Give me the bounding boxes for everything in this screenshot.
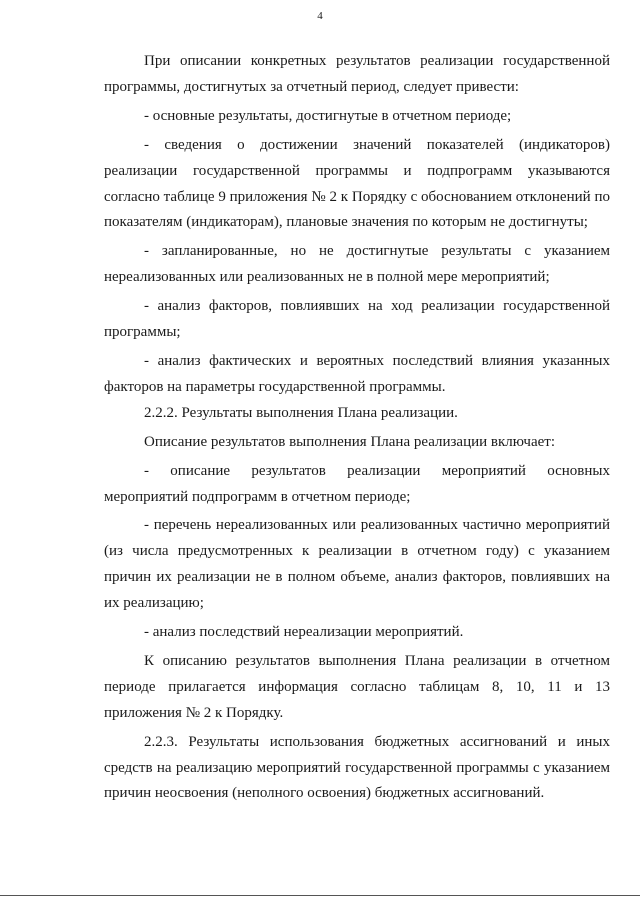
document-body (104, 49, 610, 807)
list-item-activities-results: - описание результатов реализации мероприятий основных мероприятий подпрограмм в отчетном периоде; (104, 462, 610, 505)
list-item-planned-not-achieved: - запланированные, но не достигнутые результаты с указанием нереализованных или реализованных не в полной мере мероприятий; (104, 243, 610, 286)
list-item-indicators: - сведения о достижении значений показателей (индикаторов) реализации государственной программы и подпрограмм указываются согласно таблице 9 приложения № 2 к Порядку с обоснованием отклонений по показателям (индикаторам), плановые значения по которым не достигнуты; (104, 136, 610, 231)
paragraph-plan-description: Описание результатов выполнения Плана реализации включает: (144, 433, 555, 450)
section-heading-2-2-2: 2.2.2. Результаты выполнения Плана реализации. (144, 404, 458, 421)
paragraph-attached-tables: К описанию результатов выполнения Плана реализации в отчетном периоде прилагается информация согласно таблицам 8, 10, 11 и 13 приложения № 2 к Порядку. (104, 652, 610, 721)
bottom-divider (0, 895, 640, 896)
page-number: 4 (317, 10, 323, 22)
list-item-factors-analysis: - анализ факторов, повлиявших на ход реализации государственной программы; (104, 298, 610, 341)
section-heading-2-2-3: 2.2.3. Результаты использования бюджетных ассигнований и иных средств на реализацию мероприятий государственной программы с указанием причин неосвоения (неполного освоения) бюджетных ассигнований. (104, 733, 610, 802)
list-item-nonrealization-consequences: - анализ последствий нереализации мероприятий. (144, 624, 464, 641)
list-item-main-results: - основные результаты, достигнутые в отчетном периоде; (144, 107, 512, 124)
list-item-consequences-analysis: - анализ фактических и вероятных последствий влияния указанных факторов на параметры государственной программы. (104, 352, 610, 395)
paragraph-intro: При описании конкретных результатов реализации государственной программы, достигнутых за отчетный период, следует привести: (104, 53, 610, 95)
list-item-unrealized-activities: - перечень нереализованных или реализованных частично мероприятий (из числа предусмотренных к реализации в отчетном году) с указанием причин их реализации не в полном объеме, анализ факторов, повлиявших на их реализацию; (104, 517, 610, 612)
